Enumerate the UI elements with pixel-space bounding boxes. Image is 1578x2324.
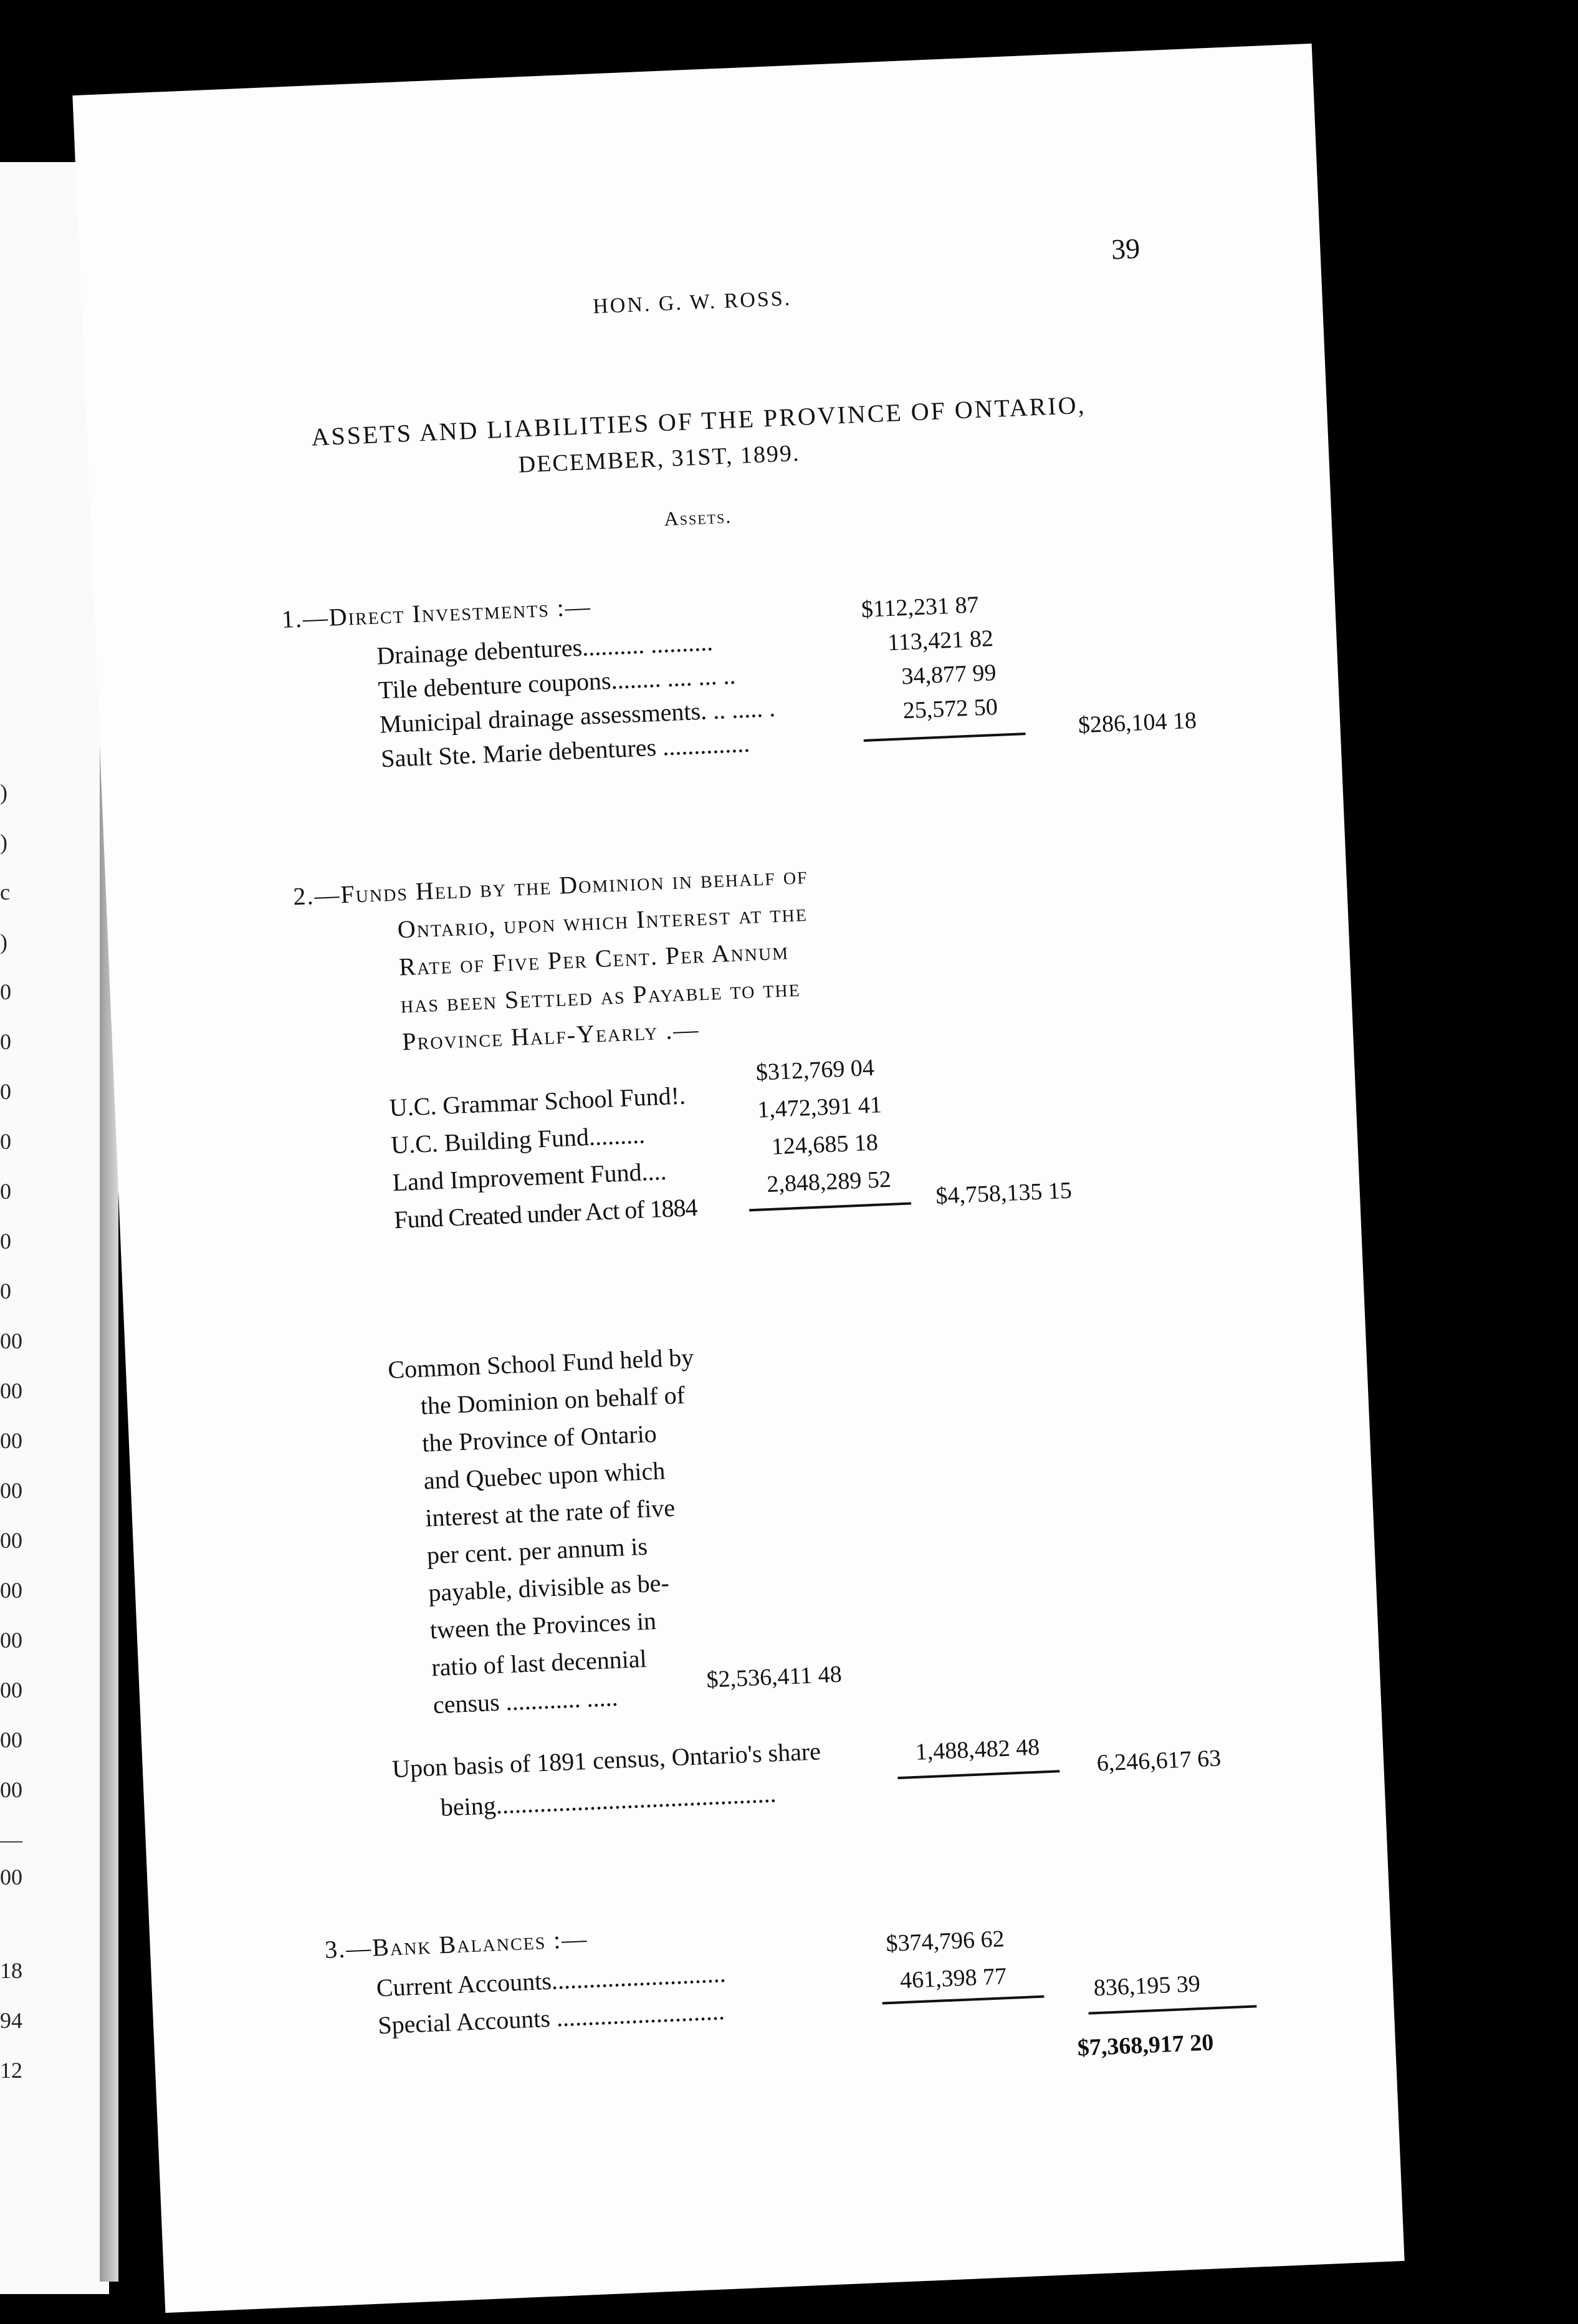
- facing-number: —: [0, 1827, 22, 1852]
- line-item-label: Sault Ste. Marie debentures ..............: [380, 729, 750, 773]
- section-heading-line: Province Half-Yearly .—: [401, 1015, 701, 1056]
- grand-total-rule: [1089, 2005, 1257, 2014]
- line-item-amount: 113,421 82: [887, 625, 994, 656]
- running-head: HON. G. W. ROSS.: [592, 287, 792, 319]
- basis-line: being.............................................: [439, 1779, 777, 1822]
- paragraph-line: interest at the rate of five: [424, 1493, 676, 1532]
- line-item-amount: $312,769 04: [755, 1054, 875, 1086]
- section-heading-line: has been Settled as Payable to the: [399, 973, 801, 1019]
- paragraph-line: census ............ .....: [433, 1683, 619, 1719]
- paragraph-line: tween the Provinces in: [429, 1606, 657, 1645]
- facing-number: 12: [0, 2058, 22, 2083]
- facing-number: 00: [0, 1865, 22, 1889]
- line-item-label: Drainage debentures.......... ..........: [376, 627, 714, 670]
- sum-rule: [897, 1770, 1059, 1779]
- facing-number: ): [0, 830, 7, 855]
- line-item-label: Municipal drainage assessments. .. ..... .: [379, 693, 776, 739]
- section-total: 836,195 39: [1093, 1971, 1201, 2002]
- facing-number: ): [0, 929, 7, 954]
- line-item-amount: 2,848,289 52: [766, 1166, 892, 1198]
- line-item-label: Special Accounts ...........................: [377, 1997, 725, 2040]
- line-item-amount: 34,877 99: [901, 659, 997, 690]
- paragraph-line: payable, divisible as be-: [428, 1568, 670, 1607]
- line-item-label: Fund Created under Act of 1884: [393, 1193, 698, 1234]
- facing-number: c: [0, 880, 10, 905]
- section-heading: 3.—Bank Balances :—: [324, 1924, 589, 1964]
- facing-number: 00: [0, 1478, 22, 1503]
- facing-number: 00: [0, 1378, 22, 1403]
- census-amount: $2,536,411 48: [705, 1661, 843, 1693]
- facing-number: 0: [0, 1129, 11, 1154]
- section-total: $4,758,135 15: [935, 1177, 1073, 1209]
- section-subtitle: Assets.: [663, 504, 732, 531]
- section-total: $286,104 18: [1078, 707, 1197, 739]
- page-number: 39: [1111, 232, 1141, 266]
- document-page: [72, 44, 1404, 2313]
- line-item-amount: $112,231 87: [861, 592, 980, 623]
- facing-number: 0: [0, 979, 11, 1004]
- share-amount: 1,488,482 48: [914, 1734, 1041, 1765]
- grand-total: $7,368,917 20: [1077, 2029, 1215, 2062]
- section-heading: 1.—Direct Investments :—: [280, 592, 592, 633]
- paragraph-line: the Dominion on behalf of: [419, 1380, 686, 1420]
- facing-number: 00: [0, 1528, 22, 1553]
- facing-number: 00: [0, 1328, 22, 1353]
- paragraph-line: per cent. per annum is: [426, 1532, 648, 1570]
- line-item-amount: 1,472,391 41: [757, 1092, 882, 1123]
- sum-rule: [882, 1995, 1045, 2005]
- sum-rule: [864, 732, 1026, 742]
- facing-number: 0: [0, 1029, 11, 1054]
- section-heading-line: Rate of Five Per Cent. Per Annum: [398, 936, 790, 981]
- paragraph-line: Common School Fund held by: [387, 1343, 695, 1384]
- facing-number: 00: [0, 1628, 22, 1653]
- sum-rule: [749, 1202, 911, 1211]
- facing-number: 0: [0, 1279, 11, 1304]
- basis-line: Upon basis of 1891 census, Ontario's share: [391, 1737, 821, 1784]
- facing-number: ): [0, 780, 7, 805]
- page-title: ASSETS AND LIABILITIES OF THE PROVINCE OF ONTARIO,: [310, 390, 1087, 451]
- facing-number: 94: [0, 2008, 22, 2033]
- line-item-amount: 461,398 77: [899, 1963, 1007, 1994]
- facing-number: 00: [0, 1727, 22, 1752]
- line-item-label: Tile debenture coupons........ .... ... ..: [377, 661, 737, 704]
- line-item-label: Land Improvement Fund....: [391, 1156, 667, 1197]
- line-item-label: U.C. Grammar School Fund!.: [388, 1081, 686, 1122]
- line-item-amount: 124,685 18: [771, 1129, 879, 1160]
- facing-number: 00: [0, 1678, 22, 1702]
- section-heading: 2.—Funds Held by the Dominion in behalf of: [292, 860, 809, 911]
- facing-number: 18: [0, 1958, 22, 1983]
- facing-number: 00: [0, 1578, 22, 1603]
- paragraph-line: and Quebec upon which: [423, 1456, 666, 1495]
- paragraph-line: the Province of Ontario: [421, 1419, 658, 1457]
- facing-number: 00: [0, 1777, 22, 1802]
- line-item-amount: $374,796 62: [885, 1926, 1005, 1957]
- facing-number: 00: [0, 1428, 22, 1453]
- line-item-amount: 25,572 50: [902, 693, 998, 724]
- facing-number: 0: [0, 1229, 11, 1254]
- facing-number: 0: [0, 1179, 11, 1204]
- page-title-date: DECEMBER, 31ST, 1899.: [517, 439, 801, 478]
- line-item-label: U.C. Building Fund.........: [390, 1120, 646, 1160]
- paragraph-line: ratio of last decennial: [431, 1644, 648, 1682]
- line-item-label: Current Accounts............................: [375, 1959, 727, 2002]
- section-total: 6,246,617 63: [1096, 1745, 1222, 1777]
- facing-number: 0: [0, 1079, 11, 1104]
- section-heading-line: Ontario, upon which Interest at the: [396, 898, 808, 944]
